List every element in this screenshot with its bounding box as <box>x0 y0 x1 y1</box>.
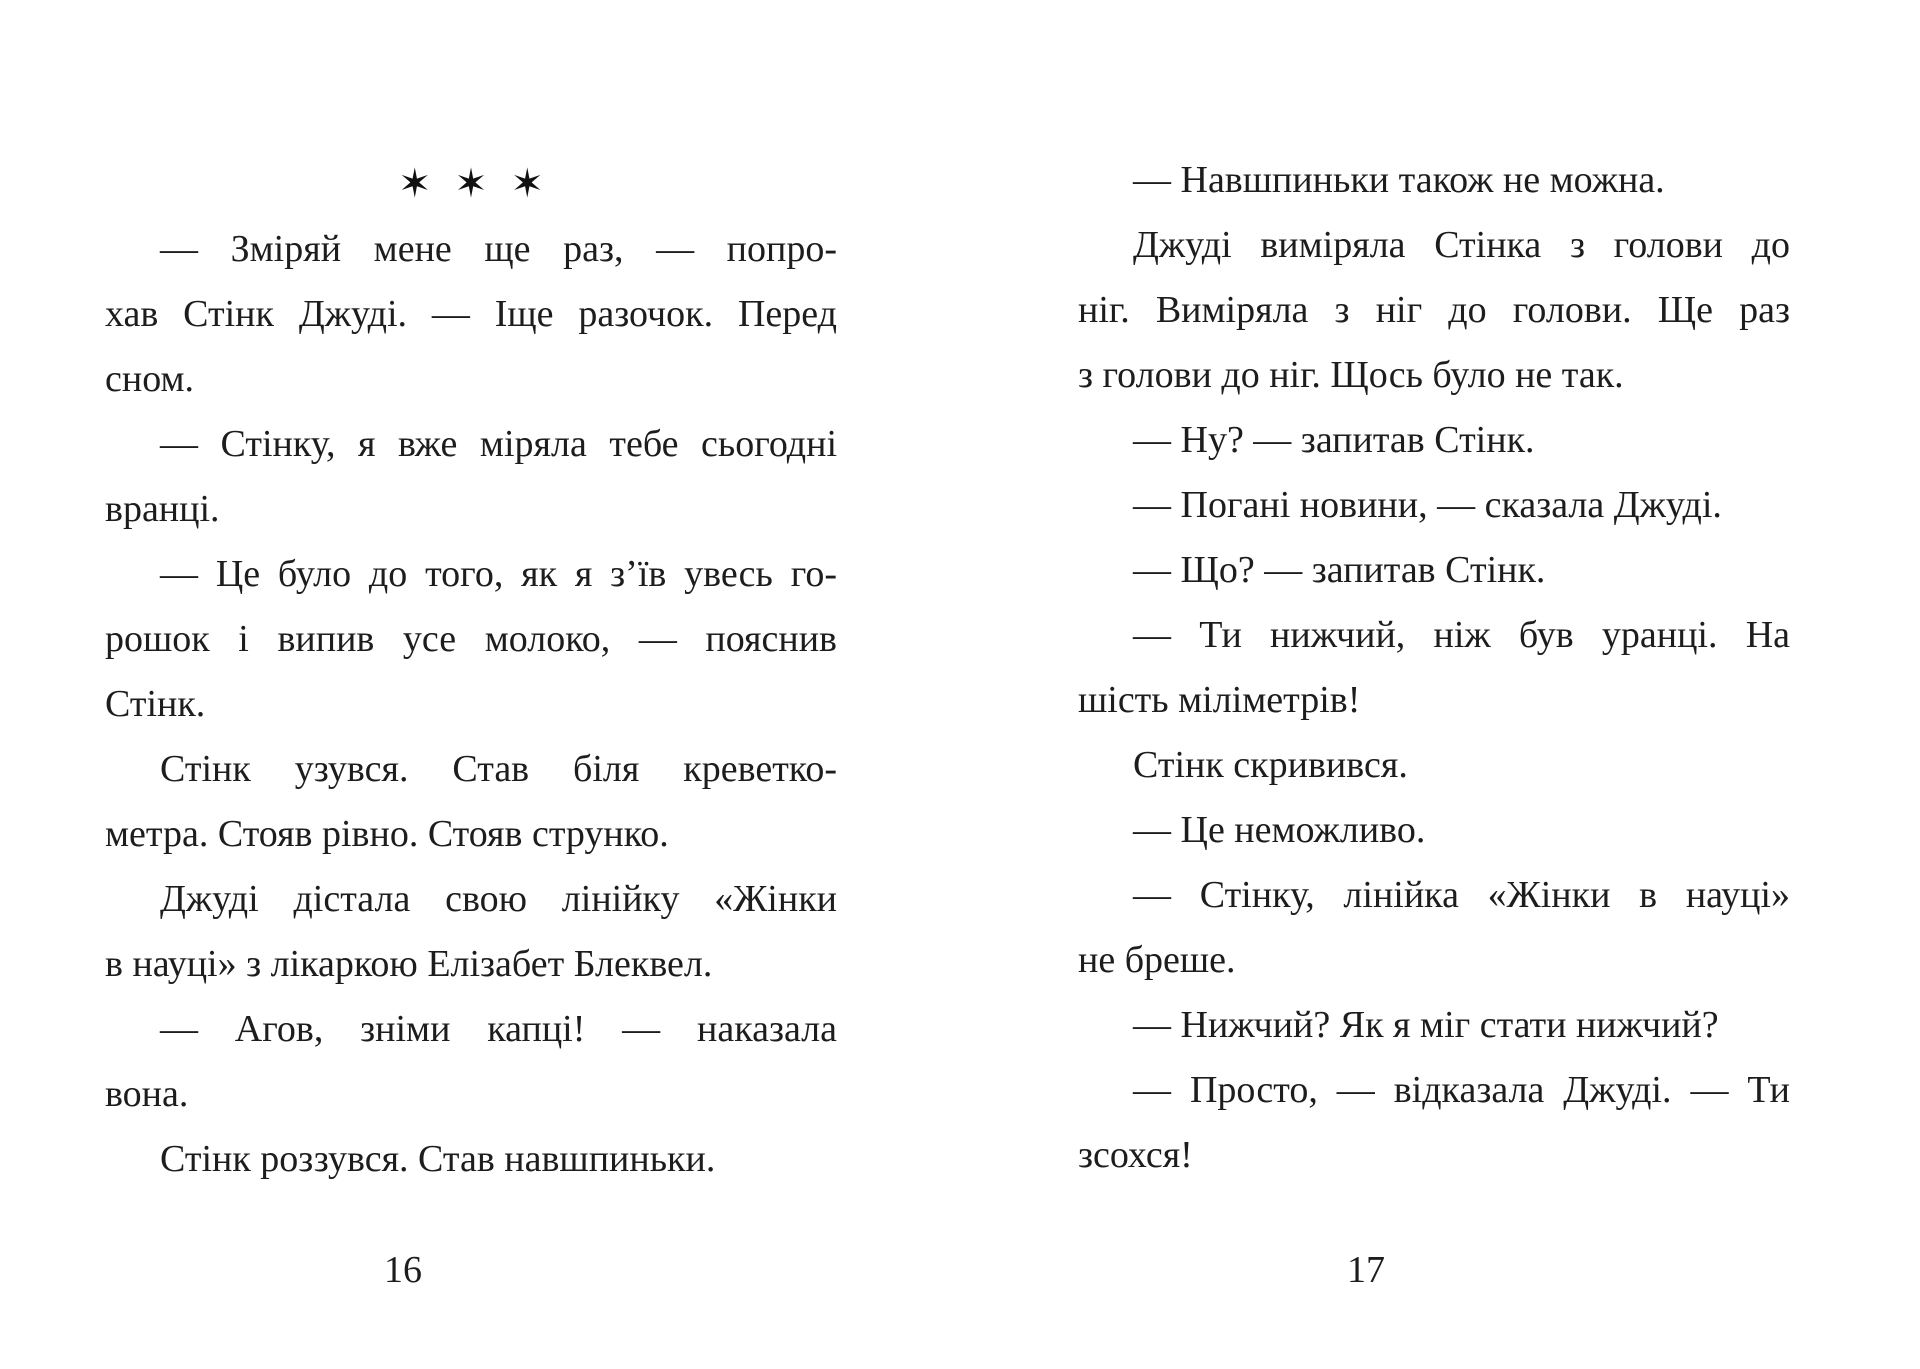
text-line: — Погані новини, — сказала Джуді. <box>1133 484 1722 526</box>
text-line: метра. Стояв рівно. Стояв струнко. <box>105 813 669 855</box>
text-line: з голови до ніг. Щось було не так. <box>1078 354 1624 396</box>
page-number-left: 16 <box>384 1249 422 1291</box>
text-line: Джуді виміряла Стінка з голови до <box>1133 224 1790 266</box>
text-line: ніг. Виміряла з ніг до голови. Ще раз <box>1078 289 1790 331</box>
text-line: вранці. <box>105 488 220 530</box>
page-number-right: 17 <box>1347 1249 1385 1291</box>
text-line: не бреше. <box>1078 939 1236 981</box>
text-line: зсохся! <box>1078 1134 1193 1176</box>
text-line: — Навшпиньки також не можна. <box>1133 159 1665 201</box>
left-page-text-column <box>105 152 837 1192</box>
right-page-text-column <box>1078 148 1790 1188</box>
text-line: — Стінку, лінійка «Жінки в науці» <box>1133 874 1790 916</box>
text-line: Стінк скривився. <box>1133 744 1408 786</box>
left-page-lines <box>105 217 837 1192</box>
text-line: хав Стінк Джуді. — Іще разочок. Перед <box>105 293 837 335</box>
text-line: Джуді дістала свою лінійку «Жінки <box>160 878 837 920</box>
text-line: в науці» з лікаркою Елізабет Блеквел. <box>105 943 713 985</box>
text-line: — Це було до того, як я з’їв увесь го- <box>160 553 837 595</box>
text-line: Стінк узувся. Став біля креветко- <box>160 748 837 790</box>
text-line: — Агов, зніми капці! — наказала <box>160 1008 837 1050</box>
text-line: рошок і випив усе молоко, — пояснив <box>105 618 837 660</box>
text-line: вона. <box>105 1073 189 1115</box>
text-line: — Нижчий? Як я міг стати нижчий? <box>1133 1004 1719 1046</box>
text-line: сном. <box>105 358 195 400</box>
text-line: — Просто, — відказала Джуді. — Ти <box>1133 1069 1790 1111</box>
text-line: шість міліметрів! <box>1078 679 1361 721</box>
text-line: — Це неможливо. <box>1133 809 1426 851</box>
text-line: Стінк роззувся. Став навшпиньки. <box>160 1138 716 1180</box>
text-line: — Стінку, я вже міряла тебе сьогодні <box>160 423 837 465</box>
text-line: — Зміряй мене ще раз, — попро- <box>160 228 837 270</box>
right-page-lines <box>1078 148 1790 1188</box>
text-line: — Ти нижчий, ніж був уранці. На <box>1133 614 1790 656</box>
text-line: — Ну? — запитав Стінк. <box>1133 419 1535 461</box>
section-divider-stars: ✶ ✶ ✶ <box>398 161 544 207</box>
text-line: — Що? — запитав Стінк. <box>1133 549 1546 591</box>
text-line: Стінк. <box>105 683 206 725</box>
